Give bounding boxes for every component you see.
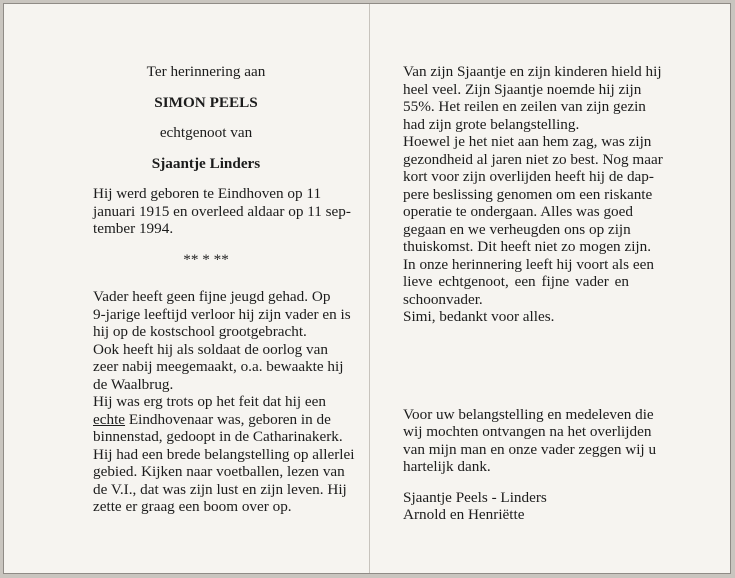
text-line: operatie te ondergaan. Alles was goed [403, 203, 633, 220]
text-line: zette er graag een boom over op. [93, 498, 292, 515]
text-line: Hij had een brede belangstelling op allerlei [93, 445, 355, 463]
text-line: Ook heeft hij als soldaat de oorlog van [93, 340, 328, 358]
text-line: de Waalbrug. [93, 375, 174, 393]
right-paragraph-2 [403, 133, 663, 256]
bio-paragraph-3 [93, 393, 343, 446]
text-line: thuiskomst. Dit heeft niet zo mogen zijn. [403, 238, 652, 255]
intro-text: Ter herinnering aan [146, 63, 266, 80]
signature-children: Arnold en Henriëtte [403, 506, 525, 523]
relation-text: echtgenoot van [159, 124, 253, 141]
text-line: had zijn grote belangstelling. [403, 115, 580, 133]
text-line: Hij was erg trots op het feit dat hij een [93, 393, 326, 410]
card-fold [369, 4, 370, 573]
text-line: Hoewel je het niet aan hem zag, was zijn [403, 133, 652, 150]
text-line: januari 1915 en overleed aldaar op 11 sep- [93, 202, 351, 220]
text-line: lieve echtgenoot, een fijne vader en [403, 273, 629, 290]
text-line: 9-jarige leeftijd verloor hij zijn vader en is [93, 305, 351, 323]
right-paragraph-3 [403, 255, 654, 309]
text-line: heel veel. Zijn Sjaantje noemde hij zijn [403, 80, 642, 98]
text-segment: Eindhovenaar was, geboren in de [125, 410, 331, 428]
bio-paragraph-1 [93, 288, 351, 341]
underlined-word: echte [93, 410, 126, 428]
bio-paragraph-4 [93, 445, 355, 516]
text-line: gezondheid al jaren niet zo best. Nog maar [403, 150, 663, 168]
text-line: gegaan en we verheugden ons op zijn [403, 220, 631, 238]
text-line: zeer nabij meegemaakt, o.a. bewaakte hij [93, 358, 344, 375]
text-line: binnenstad, gedoopt in de Catharinakerk. [93, 428, 343, 445]
text-line: tember 1994. [93, 220, 174, 237]
deceased-name: SIMON PEELS [154, 93, 258, 111]
right-panel [403, 63, 663, 524]
spouse-name: Sjaantje Linders [151, 154, 261, 172]
text-line [93, 410, 331, 429]
closing-line: Simi, bedankt voor alles. [403, 308, 555, 325]
text-line: hartelijk dank. [403, 458, 491, 475]
bio-paragraph-2 [93, 340, 344, 394]
text-line: Van zijn Sjaantje en zijn kinderen hield hij [403, 63, 662, 80]
thanks-paragraph [403, 405, 657, 476]
right-paragraph-1 [403, 63, 662, 133]
text-line: pere beslissing genomen om een riskante [403, 185, 653, 203]
text-line: In onze herinnering leeft hij voort als een [403, 255, 654, 273]
text-line: de V.I., dat was zijn lust en zijn leven. Hij [93, 480, 347, 498]
text-line: schoonvader. [403, 290, 483, 308]
text-line: wij mochten ontvangen na het overlijden [403, 423, 652, 440]
memorial-card [3, 3, 731, 574]
text-line: kort voor zijn overlijden heeft hij de dap- [403, 168, 654, 185]
text-line: Hij werd geboren te Eindhoven op 11 [93, 185, 322, 202]
text-line: gebied. Kijken naar voetballen, lezen van [93, 463, 345, 480]
signature-spouse: Sjaantje Peels - Linders [403, 488, 547, 506]
text-line: Vader heeft geen fijne jeugd gehad. Op [93, 288, 331, 305]
text-line: van mijn man en onze vader zeggen wij u [403, 440, 657, 458]
separator: ** * ** [183, 250, 229, 268]
text-line: Voor uw belangstelling en medeleven die [403, 405, 654, 423]
birth-text [93, 185, 351, 238]
text-line: 55%. Het reilen en zeilen van zijn gezin [403, 98, 646, 115]
left-panel [93, 63, 355, 516]
text-line: hij op de kostschool grootgebracht. [93, 323, 307, 340]
